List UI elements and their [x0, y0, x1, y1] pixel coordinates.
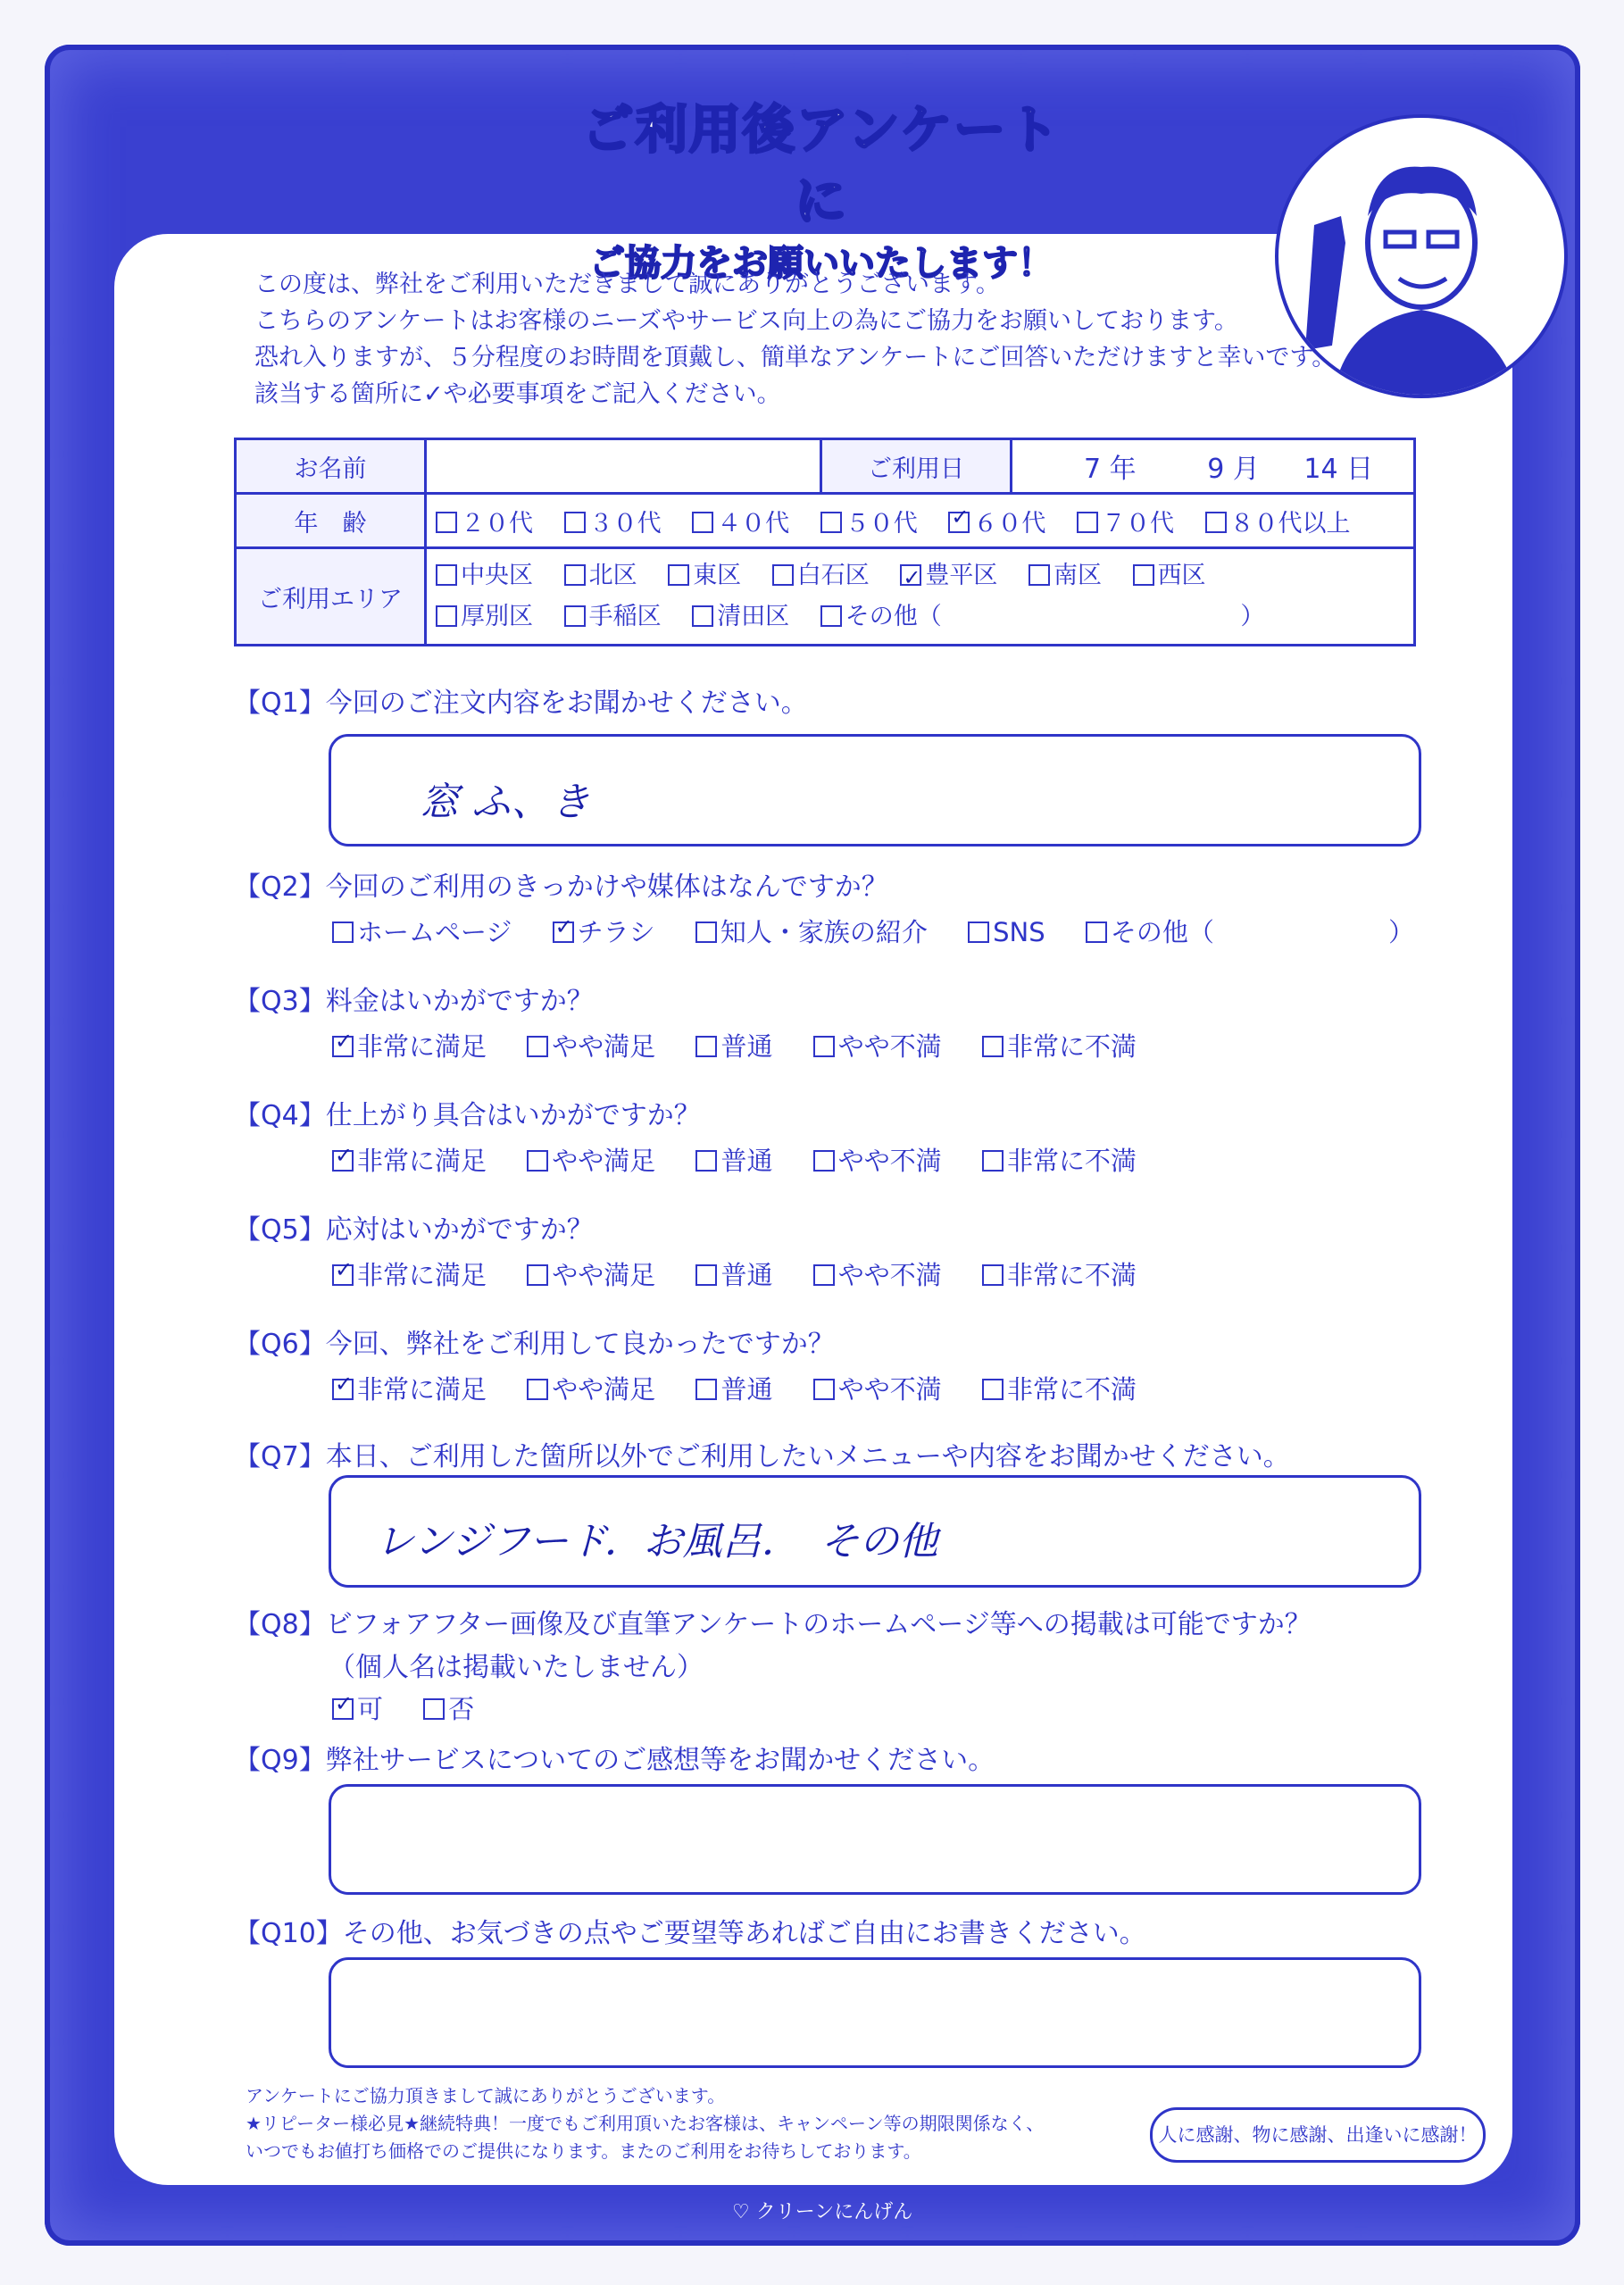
age-option[interactable]: ３０代: [564, 504, 662, 538]
footer-line: いつでもお値打ち価格でのご提供になります。またのご利用をお待ちしております。: [246, 2140, 921, 2162]
q2-option[interactable]: 知人・家族の紹介: [695, 913, 928, 949]
survey-title: [571, 94, 1071, 290]
area-other-close: ）: [1240, 603, 1265, 630]
q5-label: 【Q5】応対はいかがですか？: [234, 1214, 594, 1246]
q3-option[interactable]: 普通: [695, 1027, 772, 1063]
area-option-checked[interactable]: ✓ 豊平区: [900, 555, 997, 596]
area-option[interactable]: 中央区: [436, 555, 533, 596]
q3-option-checked[interactable]: ✓非常に満足: [332, 1027, 487, 1063]
q3-option[interactable]: 非常に不満: [982, 1027, 1137, 1063]
q5-option[interactable]: 普通: [695, 1255, 772, 1292]
footer-line: アンケートにご協力頂きまして誠にありがとうございます。: [246, 2085, 726, 2106]
date-month: 9: [1207, 454, 1225, 485]
info-table: [234, 438, 1416, 646]
brand-logo: [732, 2197, 912, 2224]
q6-option[interactable]: 非常に不満: [982, 1370, 1137, 1406]
q5-option[interactable]: やや不満: [813, 1255, 942, 1292]
q6-option[interactable]: やや不満: [813, 1370, 942, 1406]
footer-line: ★リピーター様必見★継続特典！一度でもご利用頂いたお客様は、キャンペーン等の期限関係なく、: [246, 2113, 1045, 2134]
q3-label: 【Q3】料金はいかがですか？: [234, 986, 594, 1017]
q10-label: 【Q10】その他、お気づきの点やご要望等あればご自由にお書きください。: [234, 1918, 1146, 1949]
q1-label: 【Q1】今回のご注文内容をお聞かせください。: [234, 688, 808, 719]
q4-option-checked[interactable]: ✓非常に満足: [332, 1141, 487, 1178]
q1-answer: 窓 ふ、き: [420, 780, 590, 825]
area-option-other[interactable]: その他（: [820, 596, 942, 638]
title-line1: ご利用後アンケートに: [581, 99, 1062, 231]
brand-logo-text: クリーンにんげん: [755, 2201, 913, 2223]
q3-option[interactable]: やや満足: [527, 1027, 655, 1063]
q4-option[interactable]: やや満足: [527, 1141, 655, 1178]
q4-options: [332, 1141, 1169, 1178]
footer-text: [246, 2082, 1044, 2165]
area-option[interactable]: 西区: [1133, 555, 1206, 596]
area-option[interactable]: 厚別区: [436, 596, 533, 638]
area-option[interactable]: 南区: [1029, 555, 1102, 596]
title-line2: ご協力をお願いいたします！: [589, 243, 1054, 284]
q6-option[interactable]: 普通: [695, 1370, 772, 1406]
q4-label: 【Q4】仕上がり具合はいかがですか？: [234, 1100, 701, 1131]
q2-option[interactable]: その他（: [1086, 913, 1214, 949]
q9-label: 【Q9】弊社サービスについてのご感想等をお聞かせください。: [234, 1745, 995, 1776]
year-unit: 年: [1109, 454, 1137, 485]
age-option[interactable]: ４０代: [692, 504, 789, 538]
area-option[interactable]: 東区: [668, 555, 741, 596]
area-option[interactable]: 清田区: [692, 596, 789, 638]
day-unit: 日: [1346, 454, 1374, 485]
q2-option[interactable]: ホームページ: [332, 913, 512, 949]
q4-option[interactable]: やや不満: [813, 1141, 942, 1178]
area-label: ご利用エリア: [236, 548, 426, 646]
area-option[interactable]: 手稲区: [564, 596, 662, 638]
q6-label: 【Q6】今回、弊社をご利用して良かったですか？: [234, 1329, 835, 1360]
age-option[interactable]: ５０代: [820, 504, 918, 538]
intro-text: [254, 266, 1336, 413]
area-options: [426, 548, 1415, 646]
intro-line: この度は、弊社をご利用いただきまして誠にありがとうございます。: [254, 271, 1000, 298]
date-field[interactable]: [1012, 439, 1415, 494]
q5-option[interactable]: 非常に不満: [982, 1255, 1137, 1292]
q10-answer-box[interactable]: [329, 1957, 1421, 2068]
name-label: お名前: [236, 439, 426, 494]
q3-option[interactable]: やや不満: [813, 1027, 942, 1063]
q5-option[interactable]: やや満足: [527, 1255, 655, 1292]
area-option[interactable]: 北区: [564, 555, 637, 596]
q5-option-checked[interactable]: ✓非常に満足: [332, 1255, 487, 1292]
heart-icon: ♡: [732, 2201, 750, 2223]
slogan-badge: 人に感謝、物に感謝、出逢いに感謝！: [1150, 2107, 1486, 2163]
q2-other-close: ）: [1388, 917, 1415, 947]
age-options: [426, 494, 1415, 548]
intro-line: 該当する箇所に✓や必要事項をご記入ください。: [254, 380, 781, 408]
q2-option-checked[interactable]: ✓ チラシ: [553, 913, 655, 949]
q6-option[interactable]: やや満足: [527, 1370, 655, 1406]
q6-option-checked[interactable]: ✓非常に満足: [332, 1370, 487, 1406]
q7-answer: レンジフード．お風呂． その他: [375, 1519, 938, 1564]
q8-label: 【Q8】ビフォアフター画像及び直筆アンケートのホームページ等への掲載は可能ですか？: [234, 1609, 1312, 1640]
date-day: 14: [1303, 454, 1338, 485]
q6-options: [332, 1370, 1169, 1406]
age-option[interactable]: ７０代: [1077, 504, 1174, 538]
date-label: ご利用日: [821, 439, 1012, 494]
name-field[interactable]: [426, 439, 821, 494]
intro-line: 恐れ入りますが、５分程度のお時間を頂戴し、簡単なアンケートにご回答いただけますと幸いです。: [254, 344, 1337, 371]
q5-options: [332, 1255, 1169, 1292]
area-option[interactable]: 白石区: [772, 555, 870, 596]
q2-options: [332, 913, 1446, 949]
q8-note: （個人名は掲載いたしません）: [329, 1652, 704, 1683]
intro-line: こちらのアンケートはお客様のニーズやサービス向上の為にご協力をお願いしております。: [254, 307, 1238, 335]
age-option[interactable]: ２０代: [436, 504, 533, 538]
q9-answer-box[interactable]: [329, 1784, 1421, 1895]
q2-label: 【Q2】今回のご利用のきっかけや媒体はなんですか？: [234, 871, 888, 903]
q3-options: [332, 1027, 1169, 1063]
date-year: 7: [1084, 454, 1102, 485]
age-option[interactable]: ８０代以上: [1205, 504, 1351, 538]
age-label: 年 齢: [236, 494, 426, 548]
q8-option[interactable]: 否: [423, 1689, 474, 1726]
q2-option[interactable]: SNS: [968, 917, 1045, 947]
q7-label: 【Q7】本日、ご利用した箇所以外でご利用したいメニューや内容をお聞かせください。: [234, 1441, 1290, 1472]
q8-option-checked[interactable]: ✓可: [332, 1689, 383, 1726]
q4-option[interactable]: 普通: [695, 1141, 772, 1178]
age-option-checked[interactable]: ✓ ６０代: [948, 504, 1045, 538]
month-unit: 月: [1232, 454, 1260, 485]
q8-options: [332, 1689, 506, 1726]
q4-option[interactable]: 非常に不満: [982, 1141, 1137, 1178]
